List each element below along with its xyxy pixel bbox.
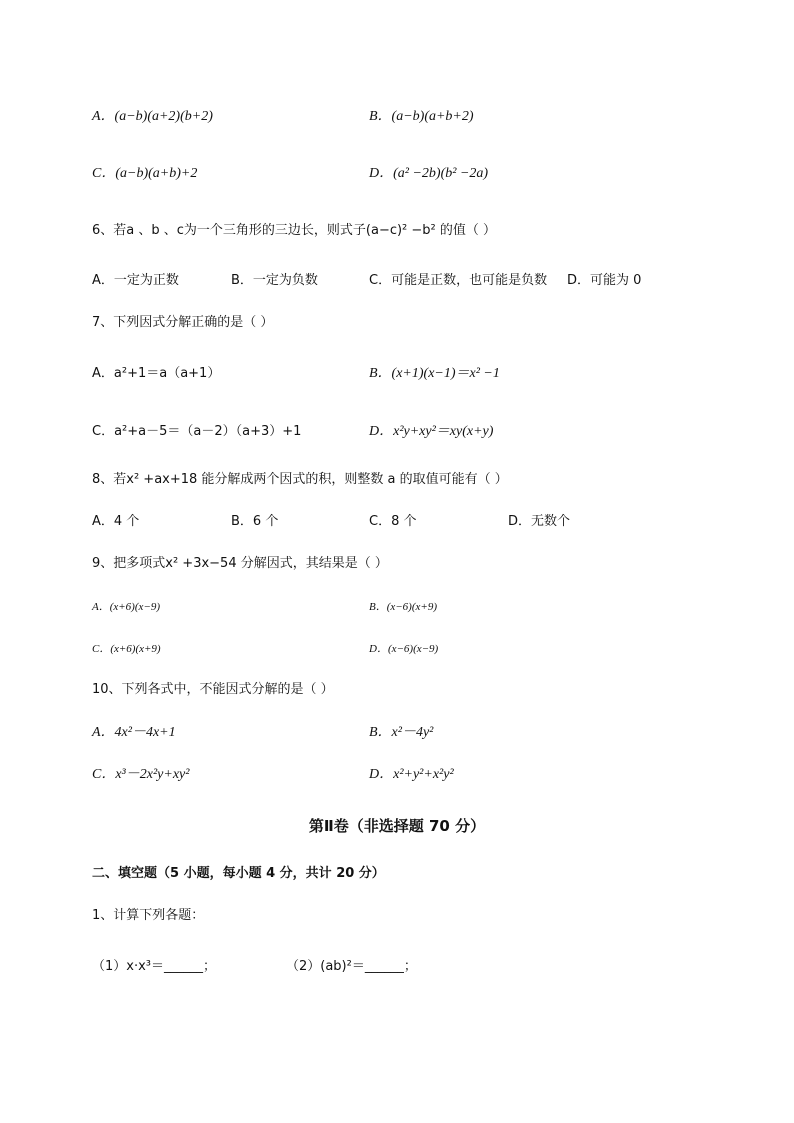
q6-stem: 6、若a 、b 、c为一个三角形的三边长，则式子(a−c)² −b² 的值（ ） [92, 223, 497, 238]
q7-option-d: D．x²y+xy²＝xy(x+y) [369, 424, 494, 439]
q6-option-c: C．可能是正数，也可能是负数 [369, 273, 548, 288]
q8-option-b: B．6 个 [231, 514, 279, 529]
q7-option-b: B．(x+1)(x−1)＝x² −1 [369, 366, 500, 381]
q8-option-d: D．无数个 [508, 514, 571, 529]
q5-option-b: B．(a−b)(a+b+2) [369, 109, 474, 124]
q10-option-c: C．x³－2x²y+xy² [92, 767, 190, 782]
fill-q1-part-2: （2）(ab)²＝______； [286, 959, 417, 974]
fill-q1-part-1: （1）x·x³＝______； [92, 959, 217, 974]
q10-option-a: A．4x²－4x+1 [92, 725, 176, 740]
q7-option-a: A．a²+1＝a（a+1） [92, 366, 221, 381]
q5-option-d: D．(a² −2b)(b² −2a) [369, 166, 489, 181]
q9-option-b: B．(x−6)(x+9) [369, 601, 437, 613]
q8-stem: 8、若x² +ax+18 能分解成两个因式的积，则整数 a 的取值可能有（ ） [92, 472, 508, 487]
q7-option-c: C．a²+a－5＝（a－2）（a+3）+1 [92, 424, 302, 439]
fill-in-section-heading: 二、填空题（5 小题，每小题 4 分，共计 20 分） [92, 866, 385, 881]
q10-stem: 10、下列各式中，不能因式分解的是（ ） [92, 682, 334, 697]
q5-option-c: C．(a−b)(a+b)+2 [92, 166, 198, 181]
q10-option-d: D．x²+y²+x²y² [369, 767, 454, 782]
part-2-title: 第Ⅱ卷（非选择题 70 分） [308, 817, 486, 835]
q9-option-a: A．(x+6)(x−9) [92, 601, 160, 613]
q7-stem: 7、下列因式分解正确的是（ ） [92, 315, 274, 330]
q5-option-a: A．(a−b)(a+2)(b+2) [92, 109, 213, 124]
q8-option-c: C．8 个 [369, 514, 417, 529]
q9-stem: 9、把多项式x² +3x−54 分解因式，其结果是（ ） [92, 556, 388, 571]
q9-option-d: D．(x−6)(x−9) [369, 643, 439, 655]
q8-option-a: A．4 个 [92, 514, 140, 529]
q9-option-c: C．(x+6)(x+9) [92, 643, 161, 655]
q10-option-b: B．x²－4y² [369, 725, 434, 740]
q6-option-b: B．一定为负数 [231, 273, 318, 288]
q6-option-a: A．一定为正数 [92, 273, 179, 288]
q6-option-d: D．可能为 0 [567, 273, 642, 288]
fill-q1-stem: 1、计算下列各题： [92, 908, 205, 923]
